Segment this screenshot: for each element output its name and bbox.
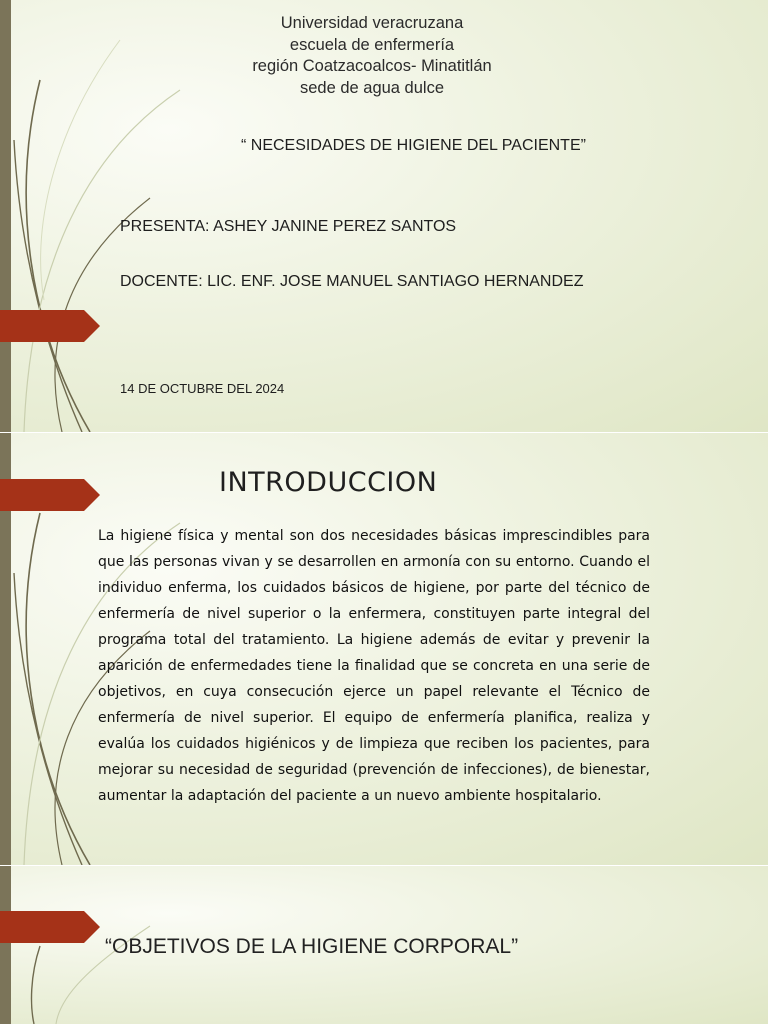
introduction-slide: [0, 433, 768, 865]
title-slide: [0, 0, 768, 432]
ribbon-accent: [0, 479, 100, 511]
slide-title: “OBJETIVOS DE LA HIGIENE CORPORAL”: [105, 935, 519, 958]
presenter-name: PRESENTA: ASHEY JANINE PEREZ SANTOS: [120, 218, 457, 235]
ribbon-accent: [0, 310, 100, 342]
header-line: sede de agua dulce: [299, 78, 445, 97]
ribbon-accent: [0, 911, 100, 943]
side-bar: [0, 0, 11, 432]
side-bar: [0, 866, 11, 1024]
presentation-date: 14 DE OCTUBRE DEL 2024: [120, 381, 285, 396]
decorative-swirl: [0, 0, 200, 432]
header-line: región Coatzacoalcos- Minatitlán: [252, 57, 492, 75]
introduction-text: La higiene física y mental son dos necesidades básicas imprescindibles para que las personas vivan y se desarrollen en armonía con su entorno. Cuando el individuo enferma, los cuidados básicos de higiene, por parte del técnico de enfermería de nivel superior o la enfermera, constituyen parte integral del programa total del tratamiento. La higiene además de evitar y prevenir la aparición de enfermedades tiene la finalidad que se concreta en una serie de objetivos, en cuya consecución ejerce un papel relevante el Técnico de enfermería de nivel superior. El equipo de enfermería planifica, realiza y evalúa los cuidados higiénicos y de limpieza que reciben los pacientes, para mejorar su necesidad de seguridad (prevención de infecciones), de bienestar, aumentar la adaptación del paciente a un nuevo ambiente hospitalario.: [98, 528, 650, 804]
header-line: escuela de enfermería: [289, 35, 455, 54]
institution-header: [172, 13, 572, 99]
presentation-topic: “ NECESIDADES DE HIGIENE DEL PACIENTE”: [241, 137, 586, 154]
slide-title: INTRODUCCION: [219, 467, 438, 498]
objectives-slide: [0, 866, 768, 1024]
teacher-name: DOCENTE: LIC. ENF. JOSE MANUEL SANTIAGO HERNANDEZ: [120, 273, 584, 290]
header-line: Universidad veracruzana: [280, 14, 464, 32]
